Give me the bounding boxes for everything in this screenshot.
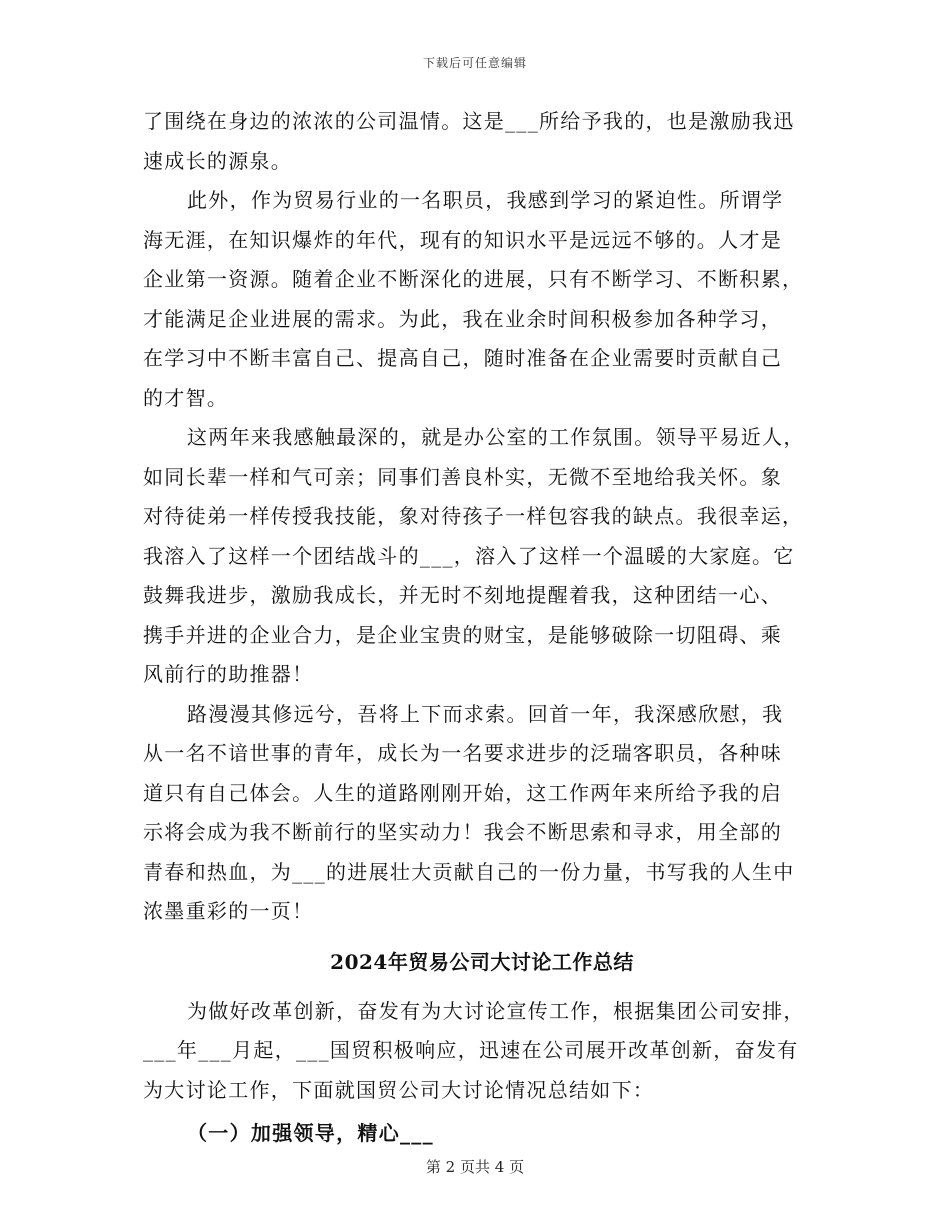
paragraph-line: 这两年来我感触最深的，就是办公室的工作氛围。领导平易近人， <box>187 425 805 449</box>
paragraph-line: 风前行的助推器！ <box>143 662 314 686</box>
paragraph-line: 我溶入了这样一个团结战斗的___，溶入了这样一个温暖的大家庭。它 <box>143 543 795 568</box>
paragraph-line: 青春和热血，为___的进展壮大贡献自己的一份力量，书写我的人生中 <box>143 859 795 884</box>
paragraph-line: 鼓舞我进步，激励我成长，并无时不刻地提醒着我，这种团结一心、 <box>143 583 782 607</box>
paragraph-line: 的才智。 <box>143 385 229 410</box>
paragraph-line: 了围绕在身边的浓浓的公司温情。这是___所给予我的，也是激励我迅 <box>143 109 795 133</box>
section-paragraph-line: 为大讨论工作，下面就国贸公司大讨论情况总结如下： <box>143 1077 655 1102</box>
paragraph-line: 路漫漫其修远兮，吾将上下而求索。回首一年，我深感欣慰，我 <box>187 701 784 726</box>
paragraph-line: 企业第一资源。随着企业不断深化的进展，只有不断学习、不断积累， <box>143 267 804 291</box>
page-footer: 第 2 页共 4 页 <box>425 1158 525 1176</box>
paragraph-line: 海无涯，在知识爆炸的年代，现有的知识水平是远远不够的。人才是 <box>143 227 782 252</box>
paragraph-line: 浓墨重彩的一页！ <box>143 899 314 923</box>
paragraph-line: 携手并进的企业合力，是企业宝贵的财宝，是能够破除一切阻碍、乘 <box>143 622 782 647</box>
paragraph-line: 速成长的源泉。 <box>143 148 293 173</box>
paragraph-line: 如同长辈一样和气可亲；同事们善良朴实，无微不至地给我关怀。象 <box>143 464 782 489</box>
paragraph-line: 才能满足企业进展的需求。为此，我在业余时间积极参加各种学习， <box>143 306 782 331</box>
page-header: 下载后可任意编辑 <box>422 56 527 70</box>
paragraph-line: 对待徒弟一样传授我技能，象对待孩子一样包容我的缺点。我很幸运， <box>143 504 804 528</box>
section-paragraph-line: 为做好改革创新，奋发有为大讨论宣传工作，根据集团公司安排， <box>187 998 805 1023</box>
document-body <box>143 102 813 1156</box>
paragraph-line: 此外，作为贸易行业的一名职员，我感到学习的紧迫性。所谓学 <box>187 188 784 212</box>
section-paragraph-line: ___年___月起，___国贸积极响应，迅速在公司展开改革创新，奋发有 <box>143 1038 799 1062</box>
paragraph-line: 在学习中不断丰富自己、提高自己，随时准备在企业需要时贡献自己 <box>143 346 782 370</box>
paragraph-line: 示将会成为我不断前行的坚实动力！我会不断思索和寻求，用全部的 <box>143 820 782 844</box>
paragraph-line: 从一名不谙世事的青年，成长为一名要求进步的泛瑞客职员，各种味 <box>143 741 782 765</box>
paragraph-line: 道只有自己体会。人生的道路刚刚开始，这工作两年来所给予我的启 <box>143 780 782 805</box>
subheading: （一）加强领导，精心___ <box>187 1121 434 1145</box>
section-title: 2024年贸易公司大讨论工作总结 <box>330 949 634 974</box>
